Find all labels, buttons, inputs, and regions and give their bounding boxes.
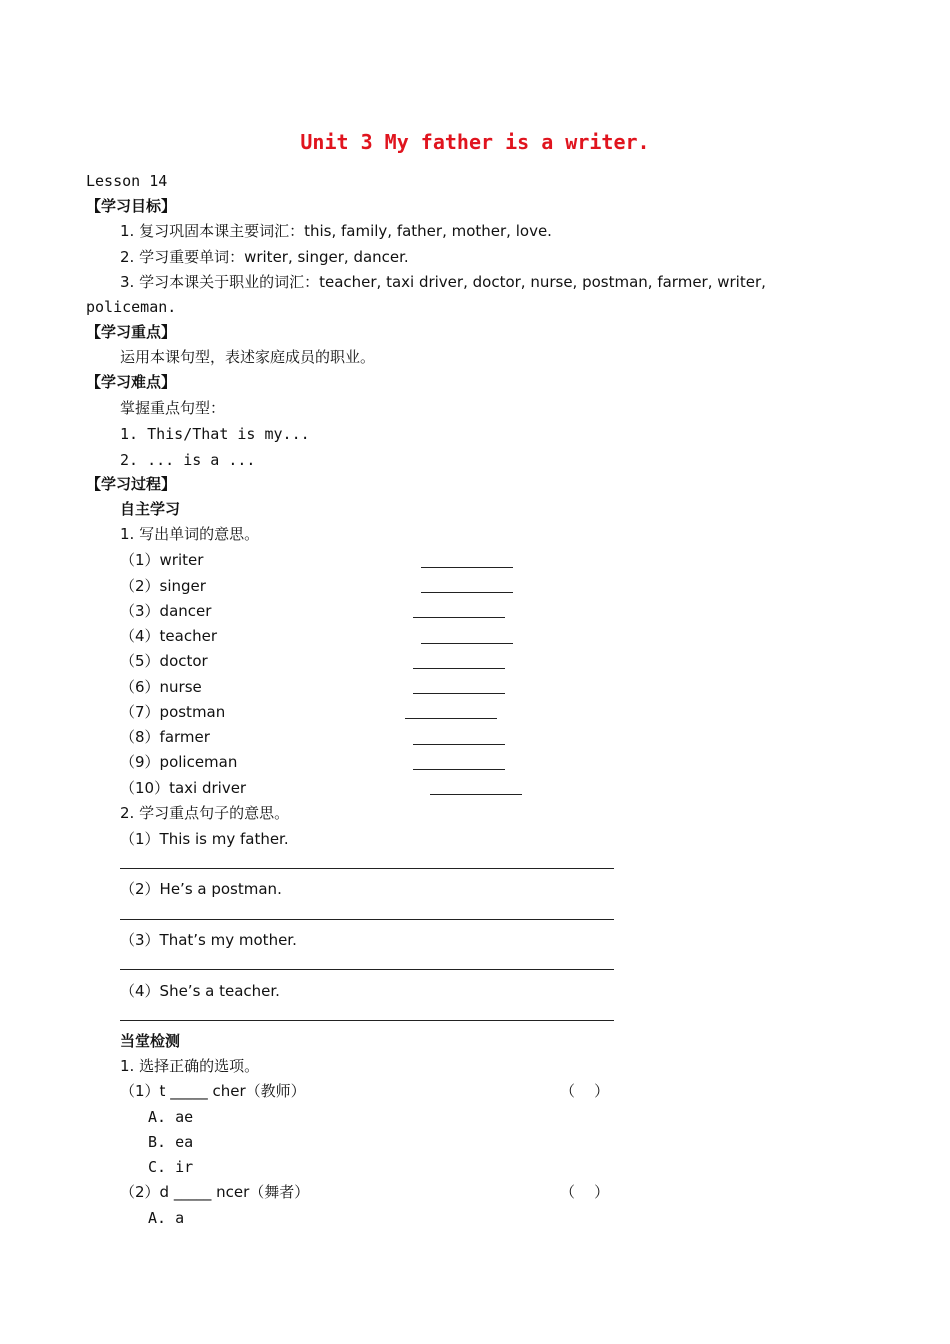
check-question-1: 1. 选择正确的选项。 — [120, 1057, 260, 1075]
objectives-heading: 【学习目标】 — [86, 197, 177, 215]
answer-blank[interactable] — [413, 617, 505, 618]
question-1: 1. 写出单词的意思。 — [120, 525, 260, 543]
sentence-item: （1）This is my father. — [120, 830, 289, 848]
answer-blank[interactable] — [421, 592, 513, 593]
difficulty-item: 1. This/That is my... — [120, 425, 310, 443]
word-item: （4）teacher — [120, 627, 217, 645]
lesson-label: Lesson 14 — [86, 172, 168, 190]
objective-item-continued: policeman. — [86, 298, 177, 316]
choice-option[interactable]: C. ir — [148, 1158, 194, 1176]
objective-item: 1. 复习巩固本课主要词汇：this, family, father, mother, love. — [120, 222, 552, 240]
word-item: （6）nurse — [120, 678, 202, 696]
objective-item: 2. 学习重要单词：writer, singer, dancer. — [120, 248, 409, 266]
difficulty-intro: 掌握重点句型： — [120, 399, 226, 417]
answer-blank[interactable] — [413, 668, 505, 669]
difficulty-item: 2. ... is a ... — [120, 451, 256, 469]
answer-blank[interactable] — [430, 794, 522, 795]
word-item: （3）dancer — [120, 602, 212, 620]
answer-parentheses[interactable]: （ ） — [560, 1183, 610, 1201]
sentence-item: （4）She’s a teacher. — [120, 982, 280, 1000]
page-title: Unit 3 My father is a writer. — [300, 130, 650, 154]
answer-line[interactable] — [120, 1020, 614, 1021]
answer-blank[interactable] — [405, 718, 497, 719]
answer-blank[interactable] — [421, 643, 513, 644]
word-item: （8）farmer — [120, 728, 210, 746]
sentence-item: （3）That’s my mother. — [120, 931, 297, 949]
answer-blank[interactable] — [413, 744, 505, 745]
choice-option[interactable]: A. a — [148, 1209, 185, 1227]
word-item: （7）postman — [120, 703, 226, 721]
focus-heading: 【学习重点】 — [86, 323, 177, 341]
word-item: （2）singer — [120, 577, 206, 595]
difficulty-heading: 【学习难点】 — [86, 373, 177, 391]
word-item: （5）doctor — [120, 652, 208, 670]
answer-line[interactable] — [120, 969, 614, 970]
focus-text: 运用本课句型，表述家庭成员的职业。 — [120, 348, 376, 366]
answer-blank[interactable] — [421, 567, 513, 568]
answer-line[interactable] — [120, 919, 614, 920]
answer-line[interactable] — [120, 868, 614, 869]
choice-stem: （2）d _____ ncer（舞者） — [120, 1183, 310, 1201]
answer-blank[interactable] — [413, 769, 505, 770]
answer-blank[interactable] — [413, 693, 505, 694]
check-heading: 当堂检测 — [120, 1032, 181, 1050]
self-study-heading: 自主学习 — [120, 500, 181, 518]
choice-option[interactable]: B. ea — [148, 1133, 194, 1151]
choice-option[interactable]: A. ae — [148, 1108, 194, 1126]
answer-parentheses[interactable]: （ ） — [560, 1082, 610, 1100]
sentence-item: （2）He’s a postman. — [120, 880, 282, 898]
objective-item: 3. 学习本课关于职业的词汇：teacher, taxi driver, doctor, nurse, postman, farmer, writer, — [120, 273, 766, 291]
question-2: 2. 学习重点句子的意思。 — [120, 804, 290, 822]
word-item: （1）writer — [120, 551, 204, 569]
choice-stem: （1）t _____ cher（教师） — [120, 1082, 306, 1100]
word-item: （9）policeman — [120, 753, 238, 771]
word-item: （10）taxi driver — [120, 779, 247, 797]
process-heading: 【学习过程】 — [86, 475, 177, 493]
